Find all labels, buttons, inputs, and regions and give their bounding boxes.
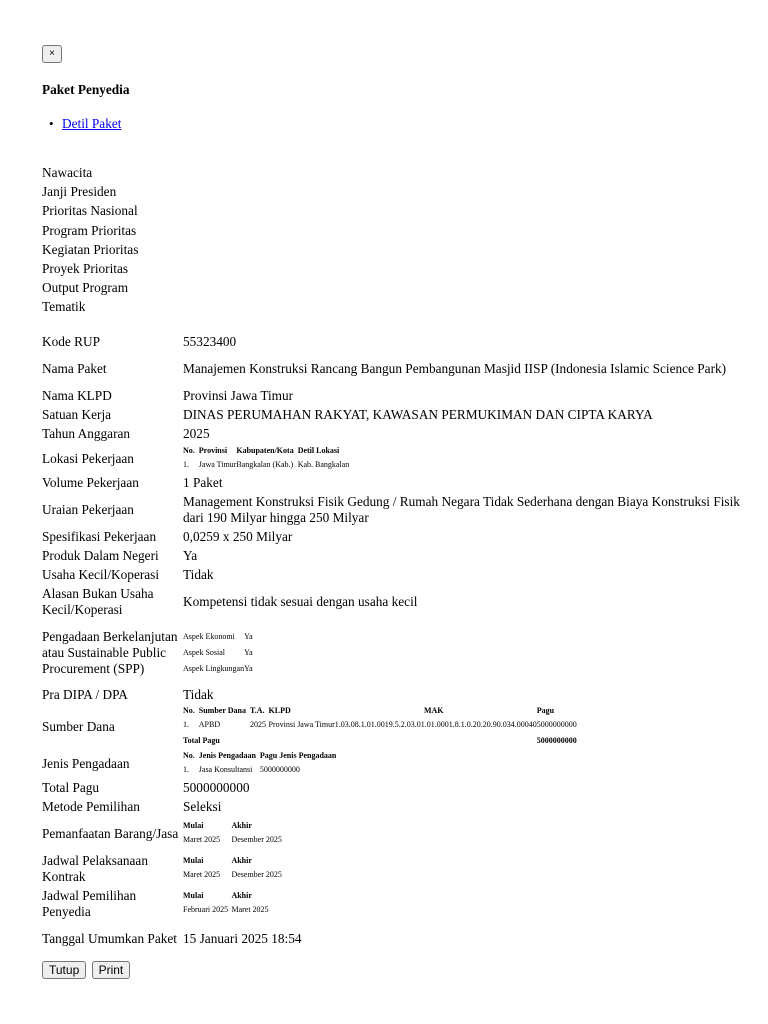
pdn-label: Produk Dalam Negeri <box>42 548 159 563</box>
spp-aspek-sosial: Aspek Sosial <box>183 647 225 657</box>
pdn-value: Ya <box>183 548 198 563</box>
jadwal-pemilihan-table <box>183 890 269 918</box>
kontrak-header-mulai: Mulai <box>183 856 204 865</box>
spp-label: Pengadaan Berkelanjutan atau Sustainable Public Procurement (SPP) <box>42 628 178 676</box>
sumber-total-value: 5000000000 <box>536 735 577 745</box>
print-button[interactable]: Print <box>92 961 131 979</box>
satuan-kerja-label: Satuan Kerja <box>42 407 112 422</box>
lokasi-cell-detil: Kab. Bangkalan <box>297 459 350 469</box>
spesifikasi-value: 0,0259 x 250 Milyar <box>183 529 293 544</box>
spp-lingkungan-value: Ya <box>244 663 253 673</box>
jenis-cell-jenis: Jasa Konsultansi <box>198 764 253 774</box>
sumber-cell-sumber: APBD <box>198 719 221 729</box>
sumber-dana-table <box>183 705 577 749</box>
jenis-header-pagu: Pagu Jenis Pengadaan <box>259 750 337 760</box>
pemanfaatan-label: Pemanfaatan Barang/Jasa <box>42 826 179 841</box>
tanggal-label: Tanggal Umumkan Paket <box>42 931 177 946</box>
total-pagu-value: 5000000000 <box>183 780 250 795</box>
row-jadwal-pemilihan <box>42 887 742 922</box>
jenis-table <box>183 750 340 778</box>
pemanfaatan-akhir: Desember 2025 <box>231 835 282 844</box>
sumber-cell-ta: 2025 <box>249 719 266 729</box>
sumber-header-no: No. <box>183 705 195 715</box>
sumber-dana-label: Sumber Dana <box>42 718 115 734</box>
nama-paket-label: Nama Paket <box>42 361 107 376</box>
lokasi-header-detil: Detil Lokasi <box>297 445 340 455</box>
row-tahun-anggaran <box>42 425 742 444</box>
row-total-pagu <box>42 779 742 798</box>
kegiatan-prioritas-label: Kegiatan Prioritas <box>42 241 139 257</box>
ukk-value: Tidak <box>183 567 214 582</box>
nama-klpd-label: Nama KLPD <box>42 388 112 403</box>
spesifikasi-label: Spesifikasi Pekerjaan <box>42 529 157 544</box>
lokasi-cell-provinsi: Jawa Timur <box>198 459 237 469</box>
tahun-anggaran-value: 2025 <box>183 426 210 441</box>
table-row <box>183 902 269 918</box>
spp-aspek-lingkungan: Aspek Lingkungan <box>183 663 245 673</box>
spp-table <box>183 629 253 677</box>
detil-paket-link[interactable]: Detil Paket <box>62 116 122 131</box>
spp-sosial-value: Ya <box>244 647 253 657</box>
sumber-cell-klpd: Provinsi Jawa Timur <box>268 719 335 729</box>
row-pra-dipa <box>42 686 742 705</box>
prioritas-nasional-label: Prioritas Nasional <box>42 203 138 219</box>
table-row <box>183 645 253 661</box>
row-alasan <box>42 585 742 620</box>
proyek-prioritas-label: Proyek Prioritas <box>42 260 129 276</box>
row-spp <box>42 620 742 686</box>
nawacita-list <box>42 163 742 317</box>
row-sumber-dana <box>42 705 742 749</box>
row-kode-rup <box>42 333 742 352</box>
row-ukk <box>42 566 742 585</box>
lokasi-cell-no: 1. <box>183 459 189 469</box>
tab-list <box>42 116 742 132</box>
sumber-header-mak: MAK <box>423 705 444 715</box>
uraian-value: Management Konstruksi Fisik Gedung / Rumah Negara Tidak Sederhana dengan Biaya Konstruksi Fisik dari 190 Milyar hingga 250 Milyar <box>183 494 740 525</box>
row-spesifikasi <box>42 528 742 547</box>
row-pdn <box>42 547 742 566</box>
program-prioritas-label: Program Prioritas <box>42 222 137 238</box>
pra-dipa-value: Tidak <box>183 687 214 702</box>
nama-paket-value: Manajemen Konstruksi Rancang Bangun Pembangunan Masjid IISP (Indonesia Islamic Science Park) <box>183 361 727 376</box>
total-pagu-label: Total Pagu <box>42 780 100 795</box>
table-row <box>183 457 349 473</box>
lokasi-table <box>183 445 349 473</box>
row-tanggal <box>42 922 742 957</box>
jenis-label: Jenis Pengadaan <box>42 755 130 771</box>
output-program-label: Output Program <box>42 280 129 296</box>
janji-presiden-label: Janji Presiden <box>42 184 117 200</box>
kontrak-header-akhir: Akhir <box>231 856 252 865</box>
spp-aspek-ekonomi: Aspek Ekonomi <box>183 631 235 641</box>
pemilihan-mulai: Februari 2025 <box>183 905 229 914</box>
kode-rup-value: 55323400 <box>183 334 237 349</box>
pemilihan-akhir: Maret 2025 <box>231 905 269 914</box>
sumber-header-klpd: KLPD <box>268 705 291 715</box>
pemanfaatan-mulai: Maret 2025 <box>183 835 221 844</box>
pemanfaatan-header-mulai: Mulai <box>183 821 204 830</box>
jadwal-pemilihan-label: Jadwal Pemilihan Penyedia <box>42 888 137 919</box>
sumber-cell-no: 1. <box>183 719 189 729</box>
table-row <box>183 661 253 677</box>
row-metode <box>42 798 742 817</box>
spp-ekonomi-value: Ya <box>244 631 253 641</box>
footer-buttons <box>42 961 132 979</box>
sumber-header-pagu: Pagu <box>536 705 555 715</box>
row-pemanfaatan <box>42 817 742 852</box>
row-uraian <box>42 493 742 528</box>
alasan-label: Alasan Bukan Usaha Kecil/Koperasi <box>42 586 154 617</box>
jadwal-kontrak-label: Jadwal Pelaksanaan Kontrak <box>42 853 148 884</box>
tematik-label: Tematik <box>42 299 86 315</box>
sumber-total-label: Total Pagu <box>183 735 220 745</box>
ukk-label: Usaha Kecil/Koperasi <box>42 567 160 582</box>
tanggal-value: 15 Januari 2025 18:54 <box>183 931 302 946</box>
nawacita-label: Nawacita <box>42 165 93 180</box>
volume-label: Volume Pekerjaan <box>42 475 139 490</box>
jadwal-kontrak-table <box>183 855 282 883</box>
table-row <box>183 717 577 733</box>
uraian-label: Uraian Pekerjaan <box>42 502 134 517</box>
jenis-header-jenis: Jenis Pengadaan <box>198 750 256 760</box>
table-row <box>183 733 577 749</box>
detail-table <box>42 333 742 957</box>
sumber-cell-pagu: 5000000000 <box>536 719 577 729</box>
paket-detail-page <box>42 44 742 957</box>
jenis-header-no: No. <box>183 750 195 760</box>
alasan-value: Kompetensi tidak sesuai dengan usaha kecil <box>183 594 418 609</box>
table-row <box>183 762 340 778</box>
row-jenis <box>42 749 742 779</box>
kode-rup-label: Kode RUP <box>42 334 100 349</box>
jenis-cell-pagu: 5000000000 <box>259 764 300 774</box>
tab-detil-paket <box>62 116 742 132</box>
table-row <box>183 832 282 848</box>
table-row <box>183 629 253 645</box>
row-nama-paket <box>42 352 742 387</box>
pemanfaatan-table <box>183 820 282 848</box>
tutup-button[interactable]: Tutup <box>42 961 86 979</box>
metode-label: Metode Pemilihan <box>42 799 140 814</box>
row-lokasi <box>42 444 742 474</box>
sumber-header-sumber: Sumber Dana <box>198 705 246 715</box>
sumber-header-ta: T.A. <box>249 705 265 715</box>
pra-dipa-label: Pra DIPA / DPA <box>42 687 128 702</box>
close-button[interactable]: × <box>42 45 62 63</box>
lokasi-header-provinsi: Provinsi <box>198 445 228 455</box>
kontrak-mulai: Maret 2025 <box>183 870 221 879</box>
row-satuan-kerja <box>42 406 742 425</box>
pemilihan-header-akhir: Akhir <box>231 891 252 900</box>
row-jadwal-kontrak <box>42 852 742 887</box>
page-title: Paket Penyedia <box>42 82 130 97</box>
lokasi-header-no: No. <box>183 445 195 455</box>
kontrak-akhir: Desember 2025 <box>231 870 282 879</box>
volume-value: 1 Paket <box>183 475 223 490</box>
satuan-kerja-value: DINAS PERUMAHAN RAKYAT, KAWASAN PERMUKIMAN DAN CIPTA KARYA <box>183 407 653 422</box>
pemilihan-header-mulai: Mulai <box>183 891 204 900</box>
nama-klpd-value: Provinsi Jawa Timur <box>183 388 294 403</box>
jenis-cell-no: 1. <box>183 764 189 774</box>
sumber-cell-mak: 1.03.08.1.01.0019.5.2.03.01.01.0001.8.1.0.20.20.90.034.00040 <box>334 719 537 729</box>
tahun-anggaran-label: Tahun Anggaran <box>42 426 131 441</box>
row-nama-klpd <box>42 387 742 406</box>
lokasi-cell-kabupaten: Bangkalan (Kab.) <box>236 459 294 469</box>
metode-value: Seleksi <box>183 799 222 814</box>
row-volume <box>42 474 742 493</box>
table-row <box>183 867 282 883</box>
lokasi-label: Lokasi Pekerjaan <box>42 450 134 466</box>
lokasi-header-kabupaten: Kabupaten/Kota <box>236 445 294 455</box>
pemanfaatan-header-akhir: Akhir <box>231 821 252 830</box>
